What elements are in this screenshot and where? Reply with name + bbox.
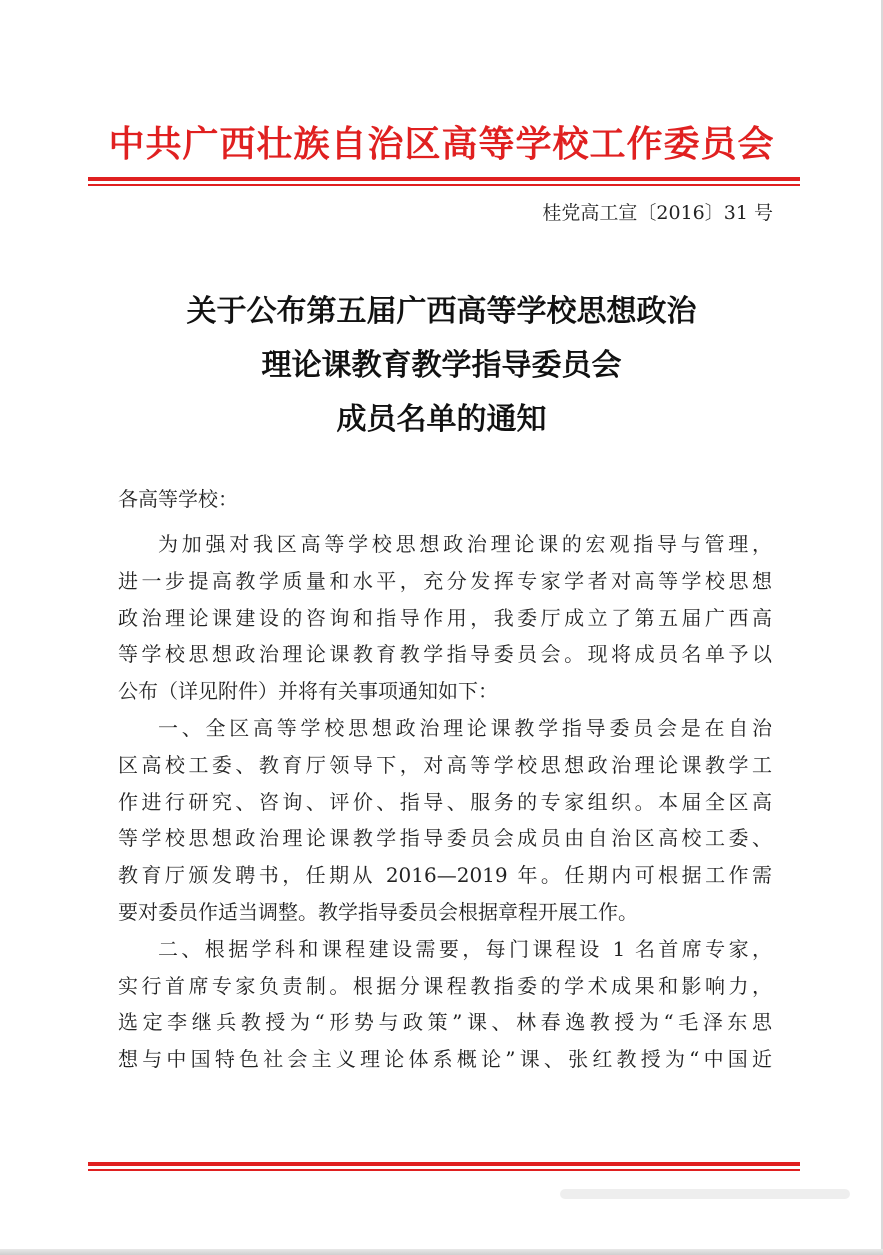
issuer-header: 中共广西壮族自治区高等学校工作委员会 bbox=[108, 123, 775, 165]
paragraph-line: 选定李继兵教授为“形势与政策”课、林春逸教授为“毛泽东思 bbox=[118, 1010, 772, 1035]
document-body bbox=[118, 526, 772, 1078]
paragraph-intro bbox=[118, 526, 772, 710]
footer-red-rule-thin bbox=[88, 1169, 800, 1171]
paragraph-item-1 bbox=[118, 710, 772, 931]
paragraph-line: 二、根据学科和课程建设需要，每门课程设 1 名首席专家， bbox=[158, 936, 772, 961]
paragraph-item-2 bbox=[118, 931, 772, 1078]
paragraph-line: 政治理论课建设的咨询和指导作用，我委厅成立了第五届广西高 bbox=[118, 605, 772, 630]
paragraph-line: 一、全区高等学校思想政治理论课教学指导委员会是在自治 bbox=[158, 715, 772, 740]
document-number: 桂党高工宣〔2016〕31 号 bbox=[542, 202, 773, 224]
footer-red-rule-thick bbox=[88, 1162, 800, 1166]
title-line: 理论课教育教学指导委员会 bbox=[261, 348, 622, 383]
paragraph-line: 要对委员作适当调整。教学指导委员会根据章程开展工作。 bbox=[118, 899, 638, 924]
paragraph-line: 等学校思想政治理论课教育教学指导委员会。现将成员名单予以 bbox=[118, 642, 772, 667]
paragraph-line: 想与中国特色社会主义理论体系概论”课、张红教授为“中国近 bbox=[118, 1047, 772, 1072]
paragraph-line: 为加强对我区高等学校思想政治理论课的宏观指导与管理， bbox=[158, 532, 772, 556]
title-line: 关于公布第五届广西高等学校思想政治 bbox=[186, 294, 697, 329]
faint-watermark bbox=[560, 1183, 850, 1205]
paragraph-line: 公布（详见附件）并将有关事项通知如下： bbox=[118, 679, 498, 704]
title-line: 成员名单的通知 bbox=[336, 402, 547, 437]
paragraph-line: 等学校思想政治理论课教学指导委员会成员由自治区高校工委、 bbox=[118, 826, 772, 851]
document-title bbox=[0, 285, 883, 447]
header-red-rule-thick bbox=[88, 177, 800, 181]
salutation: 各高等学校： bbox=[118, 487, 238, 511]
paragraph-line: 区高校工委、教育厅领导下，对高等学校思想政治理论课教学工 bbox=[118, 752, 772, 777]
paragraph-line: 进一步提高教学质量和水平，充分发挥专家学者对高等学校思想 bbox=[118, 568, 772, 593]
paragraph-line: 教育厅颁发聘书，任期从 2016—2019 年。任期内可根据工作需 bbox=[118, 863, 772, 888]
page-bottom-edge bbox=[0, 1249, 883, 1255]
paragraph-line: 作进行研究、咨询、评价、指导、服务的专家组织。本届全区高 bbox=[118, 789, 772, 814]
paragraph-line: 实行首席专家负责制。根据分课程教指委的学术成果和影响力， bbox=[118, 973, 772, 998]
header-red-rule-thin bbox=[88, 184, 800, 186]
